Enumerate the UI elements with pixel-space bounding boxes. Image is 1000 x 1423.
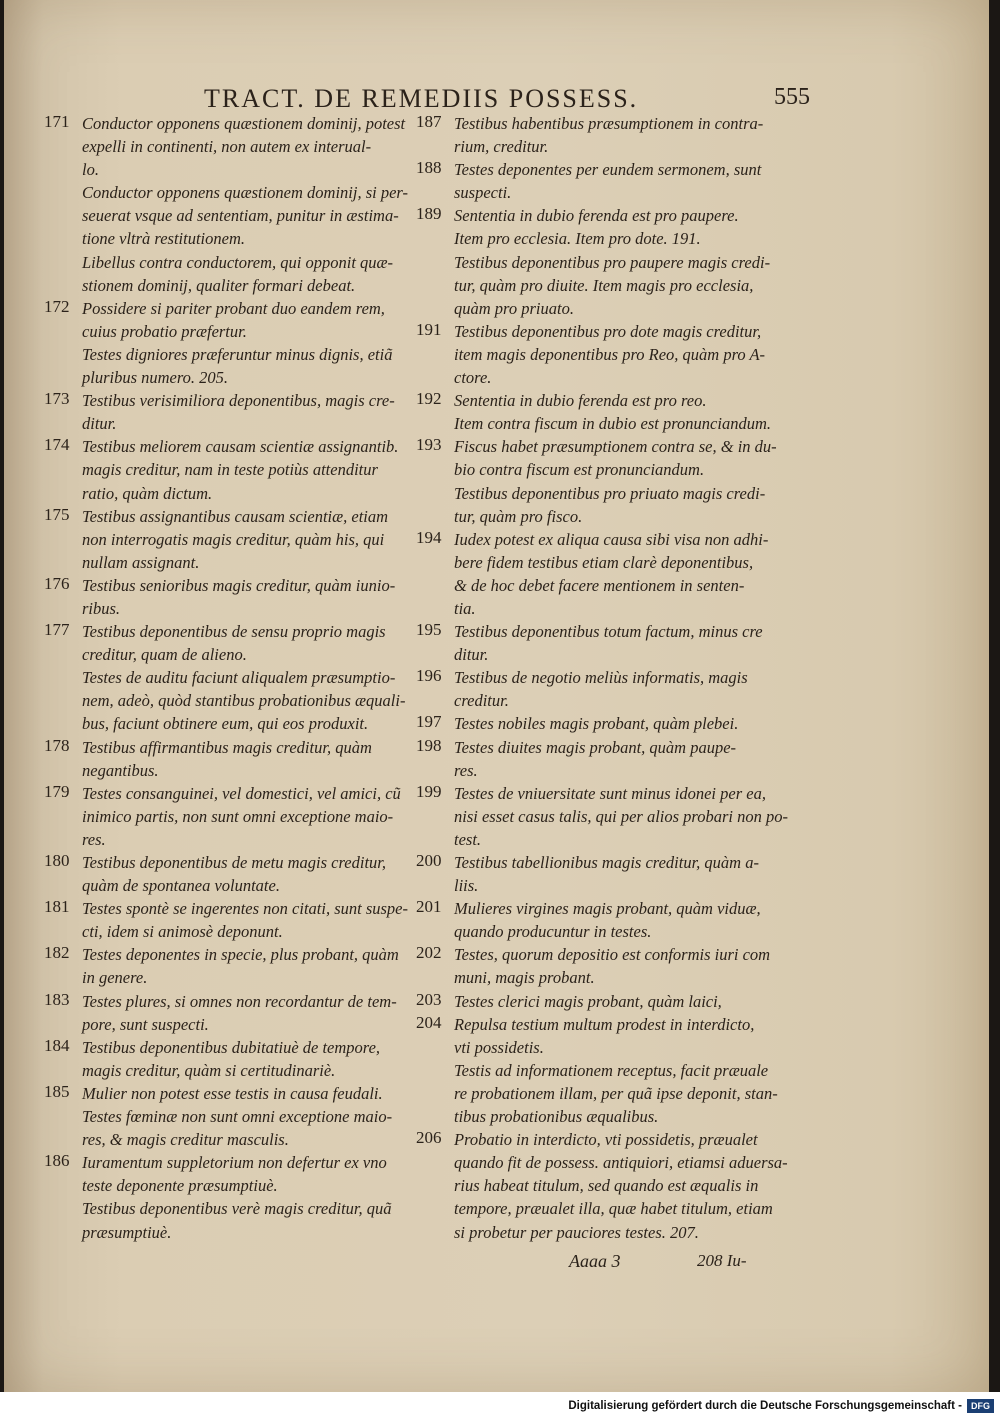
entry-line: res. [82,829,106,849]
index-entry [416,1013,776,1128]
entry-line: Testibus deponentibus pro dote magis creditur, [454,321,762,341]
entry-line: Testibus deponentibus dubitatiuè de tempore, [82,1037,381,1057]
index-entry [44,1151,404,1243]
entry-number: 180 [44,851,70,870]
entry-line: Testibus habentibus præsumptionem in contra- [454,114,764,133]
entry-line: creditur. [454,691,509,711]
entry-number: 194 [416,527,442,547]
entry-line: ditur. [82,414,117,434]
entry-line: Testes de auditu faciunt aliqualem præsumptio- [82,668,396,688]
entry-line: Conductor opponens quæstionem dominij, potest [82,114,406,133]
index-entry [416,158,776,204]
book-page [4,0,989,1392]
entry-line: res. [454,760,478,780]
entry-line: suspecti. [454,183,512,203]
index-entry [44,505,404,574]
folio-number: 555 [774,84,810,110]
entry-number: 204 [416,1012,442,1032]
entry-line: non interrogatis magis creditur, quàm his, qui [82,529,385,549]
entry-line: quàm de spontanea voluntate. [82,876,280,896]
entry-line: Possidere si pariter probant duo eandem rem, [82,298,385,318]
entry-line: quando producuntur in testes. [454,922,652,942]
index-entry [416,204,776,319]
index-entry [44,897,409,943]
index-entry [44,112,408,297]
index-entry [416,112,776,158]
entry-line: rium, creditur. [454,137,549,157]
index-entry [44,943,404,989]
entry-number: 189 [416,204,442,224]
index-entry [416,435,776,527]
running-title: TRACT. DE REMEDIIS POSSESS. [204,84,639,113]
entry-number: 200 [416,851,442,870]
index-entry [44,736,404,782]
entry-number: 201 [416,897,442,917]
entry-line: Conductor opponens quæstionem dominij, si per- [82,183,408,203]
entry-line: Fiscus habet præsumptionem contra se, & in du- [454,437,777,457]
left-column [44,112,409,1244]
index-entry [416,320,776,389]
index-entry [416,1128,788,1243]
entry-number: 178 [44,735,70,755]
index-entry [416,736,776,782]
entry-line: Testes plures, si omnes non recordantur de tem- [82,991,397,1011]
entry-line: & de hoc debet facere mentionem in senten- [454,575,745,595]
entry-number: 195 [416,620,442,640]
entry-number: 172 [44,296,70,316]
index-entry [44,297,404,389]
entry-line: Testibus deponentibus de metu magis creditur, [82,853,387,872]
index-entry [416,943,776,989]
entry-number: 191 [416,319,442,339]
entry-line: seuerat vsque ad sententiam, punitur in æstima- [82,206,399,226]
index-entry [416,620,776,666]
entry-line: Iuramentum suppletorium non defertur ex vno [82,1153,387,1173]
entry-number: 187 [416,112,442,131]
entry-number: 179 [44,781,70,801]
entry-line: ctore. [454,368,492,388]
entry-number: 176 [44,573,70,593]
entry-line: quando fit de possess. antiquiori, etiamsi aduersa- [454,1153,788,1173]
entry-line: cti, idem si animosè deponunt. [82,922,283,942]
entry-line: præsumptiuè. [82,1222,172,1242]
entry-line: bus, faciunt obtinere eum, qui eos produxit. [82,714,369,734]
index-entry [44,851,404,897]
entry-line: pore, sunt suspecti. [82,1014,209,1034]
entry-line: tia. [454,598,476,618]
entry-number: 186 [44,1151,70,1171]
entry-line: Testes spontè se ingerentes non citati, sunt suspe- [82,899,409,919]
entry-line: nisi esset casus talis, qui per alios probari non po- [454,806,788,826]
signature-mark: Aaaa 3 [569,1251,621,1271]
entry-number: 193 [416,435,442,455]
entry-line: res, & magis creditur masculis. [82,1130,289,1150]
entry-number: 171 [44,112,70,131]
entry-line: Testibus deponentibus totum factum, minus cre [454,622,763,642]
index-entry [44,389,404,435]
index-entry [44,1036,404,1082]
entry-line: tione vltrà restitutionem. [82,229,245,249]
entry-line: Testibus tabellionibus magis creditur, quàm a- [454,853,759,872]
entry-line: Testis ad informationem receptus, facit præuale [454,1060,769,1080]
entry-line: expelli in continenti, non autem ex interual- [82,137,372,157]
entry-line: tur, quàm pro diuite. Item magis pro ecclesia, [454,275,754,295]
entry-line: ratio, quàm dictum. [82,483,213,503]
entry-line: muni, magis probant. [454,968,595,988]
entry-line: Testibus deponentibus pro priuato magis credi- [454,483,766,503]
entry-line: stionem dominij, qualiter formari debeat. [82,275,356,295]
index-entry [44,1082,404,1151]
entry-line: Mulieres virgines magis probant, quàm viduæ, [454,899,761,919]
entry-line: negantibus. [82,760,159,780]
entry-line: Testes, quorum depositio est conformis iuri com [454,945,771,965]
entry-line: Testibus affirmantibus magis creditur, quàm [82,737,372,757]
entry-line: Testes consanguinei, vel domestici, vel amici, cũ [82,783,401,803]
entry-line: nullam assignant. [82,552,200,572]
entry-line: lo. [82,160,99,180]
entry-line: Testibus meliorem causam scientiæ assignantib. [82,437,399,457]
entry-line: Testibus deponentibus verè magis creditur, quã [82,1199,392,1219]
entry-line: Testes diuites magis probant, quàm paupe- [454,737,737,757]
entry-number: 198 [416,735,442,755]
entry-line: Item contra fiscum in dubio est pronunciandum. [454,414,771,434]
entry-line: item magis deponentibus pro Reo, quàm pro A- [454,344,766,364]
entry-number: 188 [416,158,442,178]
entry-line: teste deponente præsumptiuè. [82,1176,278,1196]
entry-line: Testibus de negotio meliùs informatis, magis [454,668,748,688]
index-entry [44,620,404,735]
entry-number: 206 [416,1128,442,1148]
entry-number: 192 [416,389,442,409]
entry-line: pluribus numero. 205. [82,368,229,388]
dfg-logo: DFG [967,1399,994,1413]
entry-line: Testibus assignantibus causam scientiæ, etiam [82,506,389,526]
entry-line: Testes fœminæ non sunt omni exceptione maio- [82,1107,393,1127]
entry-number: 183 [44,989,70,1009]
entry-line: magis creditur, nam in teste potiùs attenditur [82,460,378,480]
index-entry [44,782,404,851]
entry-number: 173 [44,389,70,409]
entry-line: nem, adeò, quòd stantibus probationibus æquali- [82,691,406,711]
entry-line: ditur. [454,645,489,665]
entry-line: Testes nobiles magis probant, quàm plebei. [454,714,739,734]
entry-line: Mulier non potest esse testis in causa feudali. [82,1083,383,1103]
entry-line: si probetur per pauciores testes. 207. [454,1222,699,1242]
entry-line: cuius probatio præfertur. [82,321,247,341]
entry-line: rius habeat titulum, sed quando est æqualis in [454,1176,759,1196]
right-column [416,112,788,1244]
entry-number: 184 [44,1035,70,1055]
index-entry [416,528,776,620]
index-entry [416,851,776,897]
entry-line: Probatio in interdicto, vti possidetis, præualet [454,1130,758,1150]
entry-line: Sententia in dubio ferenda est pro reo. [454,391,707,411]
entry-line: magis creditur, quàm si certitudinariè. [82,1060,336,1080]
entry-number: 185 [44,1081,70,1101]
entry-number: 196 [416,666,442,686]
entry-line: Testes clerici magis probant, quàm laici, [454,991,722,1011]
entry-line: Iudex potest ex aliqua causa sibi visa non adhi- [454,529,769,549]
index-entry [416,712,776,735]
index-entry [44,435,404,504]
entry-line: creditur, quam de alieno. [82,645,247,665]
entry-line: inimico partis, non sunt omni exceptione maio- [82,806,394,826]
entry-line: test. [454,829,482,849]
index-entry [416,990,776,1013]
entry-line: Testibus verisimiliora deponentibus, magis cre- [82,391,395,411]
entry-number: 182 [44,943,70,963]
index-entry [416,666,776,712]
entry-line: Testibus deponentibus pro paupere magis credi- [454,252,771,272]
entry-line: re probationem illam, per quã ipse deponit, stan- [454,1083,778,1103]
entry-line: ribus. [82,598,121,618]
entry-line: Repulsa testium multum prodest in interdicto, [454,1014,755,1034]
entry-line: bere fidem testibus etiam clarè deponentibus, [454,552,754,572]
entry-number: 202 [416,943,442,963]
index-entry [44,990,404,1036]
entry-line: Testibus deponentibus de sensu proprio magis [82,622,386,642]
entry-number: 177 [44,620,70,640]
entry-line: tempore, præualet illa, quæ habet titulum, etiam [454,1199,773,1219]
entry-line: Testes deponentes in specie, plus probant, quàm [82,945,399,965]
entry-line: Testibus senioribus magis creditur, quàm iunio- [82,575,396,595]
entry-number: 197 [416,712,442,732]
index-entry [44,574,404,620]
entry-number: 174 [44,435,70,455]
entry-line: tibus probationibus æqualibus. [454,1107,659,1127]
entry-line: Testes de vniuersitate sunt minus idonei per ea, [454,783,766,803]
entry-number: 181 [44,897,70,917]
entry-line: in genere. [82,968,148,988]
entry-line: Sententia in dubio ferenda est pro paupere. [454,206,739,226]
entry-number: 203 [416,989,442,1009]
entry-line: bio contra fiscum est pronunciandum. [454,460,705,480]
entry-line: Testes digniores præferuntur minus dignis, etiã [82,344,393,364]
entry-line: Testes deponentes per eundem sermonem, sunt [454,160,762,180]
entry-line: quàm pro priuato. [454,298,574,318]
entry-line: tur, quàm pro fisco. [454,506,583,526]
index-entry [416,897,776,943]
digitization-footer [0,1392,1000,1423]
index-entry [416,781,788,851]
funding-credit: Digitalisierung gefördert durch die Deutsche Forschungsgemeinschaft - [568,1400,962,1412]
entry-line: liis. [454,876,479,896]
entry-line: Item pro ecclesia. Item pro dote. 191. [454,229,701,249]
catchword: 208 Iu- [697,1251,747,1270]
index-entry [416,389,776,435]
entry-number: 175 [44,504,70,524]
entry-number: 199 [416,781,442,801]
entry-line: Libellus contra conductorem, qui opponit quæ- [82,252,394,272]
entry-line: vti possidetis. [454,1037,544,1057]
